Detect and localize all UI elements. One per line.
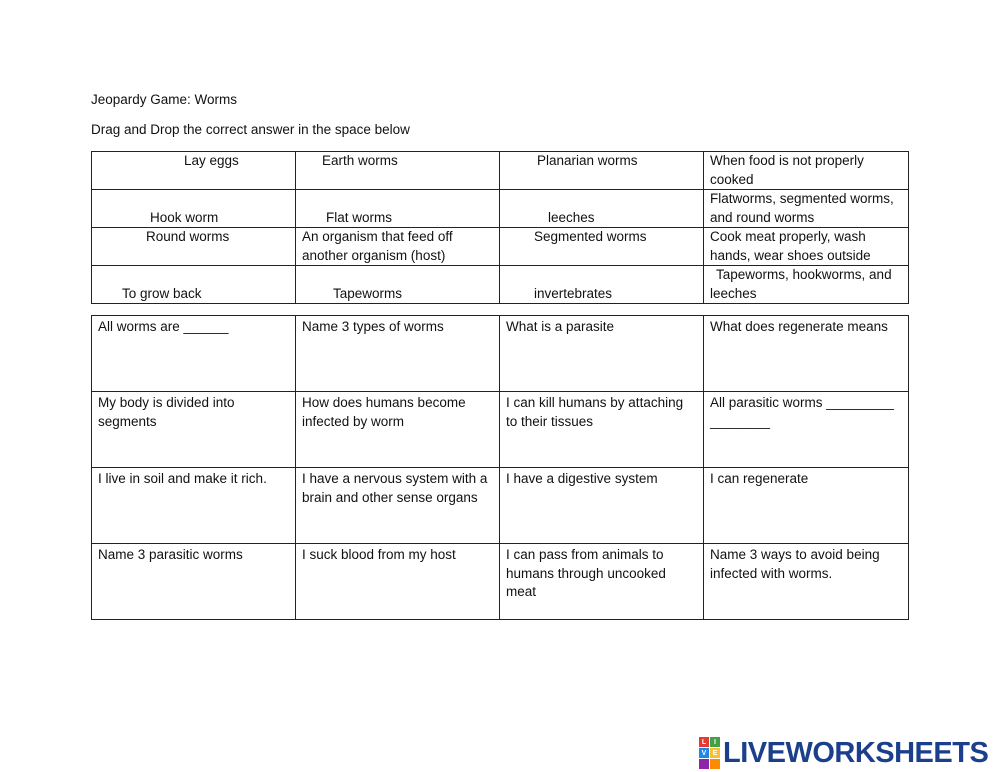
- logo-block: V: [699, 748, 709, 758]
- question-drop-cell[interactable]: Name 3 types of worms: [296, 316, 500, 392]
- draggable-answer[interactable]: Tapeworms, hookworms, and leeches: [710, 267, 892, 301]
- question-drop-cell[interactable]: How does humans become infected by worm: [296, 392, 500, 468]
- question-drop-cell[interactable]: What does regenerate means: [704, 316, 909, 392]
- draggable-answer[interactable]: Flatworms, segmented worms, and round worms: [710, 191, 894, 225]
- answer-cell: [704, 152, 909, 190]
- question-drop-cell[interactable]: Name 3 ways to avoid being infected with worms.: [704, 544, 909, 620]
- question-drop-cell[interactable]: All parasitic worms _________ ________: [704, 392, 909, 468]
- logo-blocks-icon: [699, 737, 720, 769]
- draggable-answer[interactable]: Flat worms: [326, 209, 393, 225]
- draggable-answer[interactable]: Hook worm: [150, 209, 219, 225]
- question-drop-cell[interactable]: My body is divided into segments: [92, 392, 296, 468]
- question-drop-cell[interactable]: I have a nervous system with a brain and other sense organs: [296, 468, 500, 544]
- logo-block: [699, 759, 709, 769]
- question-drop-cell[interactable]: I can kill humans by attaching to their tissues: [500, 392, 704, 468]
- answer-row: [92, 190, 909, 228]
- answer-cell: [500, 190, 704, 228]
- answer-cell: [704, 190, 909, 228]
- answer-cell: [296, 228, 500, 266]
- answer-cell: [296, 266, 500, 304]
- answer-cell: [500, 152, 704, 190]
- question-drop-cell[interactable]: I have a digestive system: [500, 468, 704, 544]
- answer-row: [92, 152, 909, 190]
- answer-cell: [500, 228, 704, 266]
- question-drop-cell[interactable]: I can pass from animals to humans through uncooked meat: [500, 544, 704, 620]
- answer-cell: [296, 190, 500, 228]
- draggable-answer[interactable]: An organism that feed off another organism (host): [302, 229, 453, 263]
- question-row: [92, 392, 909, 468]
- answer-row: [92, 266, 909, 304]
- liveworksheets-logo: [699, 738, 988, 768]
- answer-cell: [500, 266, 704, 304]
- question-row: [92, 468, 909, 544]
- logo-wordmark: LIVEWORKSHEETS: [723, 737, 989, 769]
- logo-block: L: [699, 737, 709, 747]
- worksheet-instructions: Drag and Drop the correct answer in the space below: [91, 122, 410, 137]
- answer-bank-table: [91, 151, 909, 304]
- question-drop-cell[interactable]: I can regenerate: [704, 468, 909, 544]
- question-grid-table: [91, 315, 909, 620]
- draggable-answer[interactable]: Planarian worms: [537, 153, 638, 168]
- draggable-answer[interactable]: Lay eggs: [184, 153, 239, 168]
- logo-block: E: [710, 748, 720, 758]
- draggable-answer[interactable]: To grow back: [122, 285, 202, 301]
- draggable-answer[interactable]: invertebrates: [534, 285, 613, 301]
- draggable-answer[interactable]: Round worms: [146, 229, 230, 244]
- question-drop-cell[interactable]: I live in soil and make it rich.: [92, 468, 296, 544]
- answer-cell: [92, 266, 296, 304]
- answer-cell: [296, 152, 500, 190]
- question-drop-cell[interactable]: What is a parasite: [500, 316, 704, 392]
- draggable-answer[interactable]: Earth worms: [322, 153, 398, 168]
- draggable-answer[interactable]: Cook meat properly, wash hands, wear shoes outside: [710, 229, 871, 263]
- draggable-answer[interactable]: Tapeworms: [333, 285, 403, 301]
- worksheet-title: Jeopardy Game: Worms: [91, 92, 238, 107]
- answer-cell: [704, 228, 909, 266]
- answer-cell: [92, 190, 296, 228]
- answer-cell: [704, 266, 909, 304]
- question-drop-cell[interactable]: All worms are ______: [92, 316, 296, 392]
- answer-cell: [92, 152, 296, 190]
- logo-block: I: [710, 737, 720, 747]
- logo-block: [710, 759, 720, 769]
- draggable-answer[interactable]: leeches: [548, 209, 595, 225]
- question-drop-cell[interactable]: I suck blood from my host: [296, 544, 500, 620]
- answer-row: [92, 228, 909, 266]
- answer-cell: [92, 228, 296, 266]
- question-row: [92, 316, 909, 392]
- draggable-answer[interactable]: Segmented worms: [534, 229, 647, 244]
- question-drop-cell[interactable]: Name 3 parasitic worms: [92, 544, 296, 620]
- question-row: [92, 544, 909, 620]
- draggable-answer[interactable]: When food is not properly cooked: [710, 153, 864, 187]
